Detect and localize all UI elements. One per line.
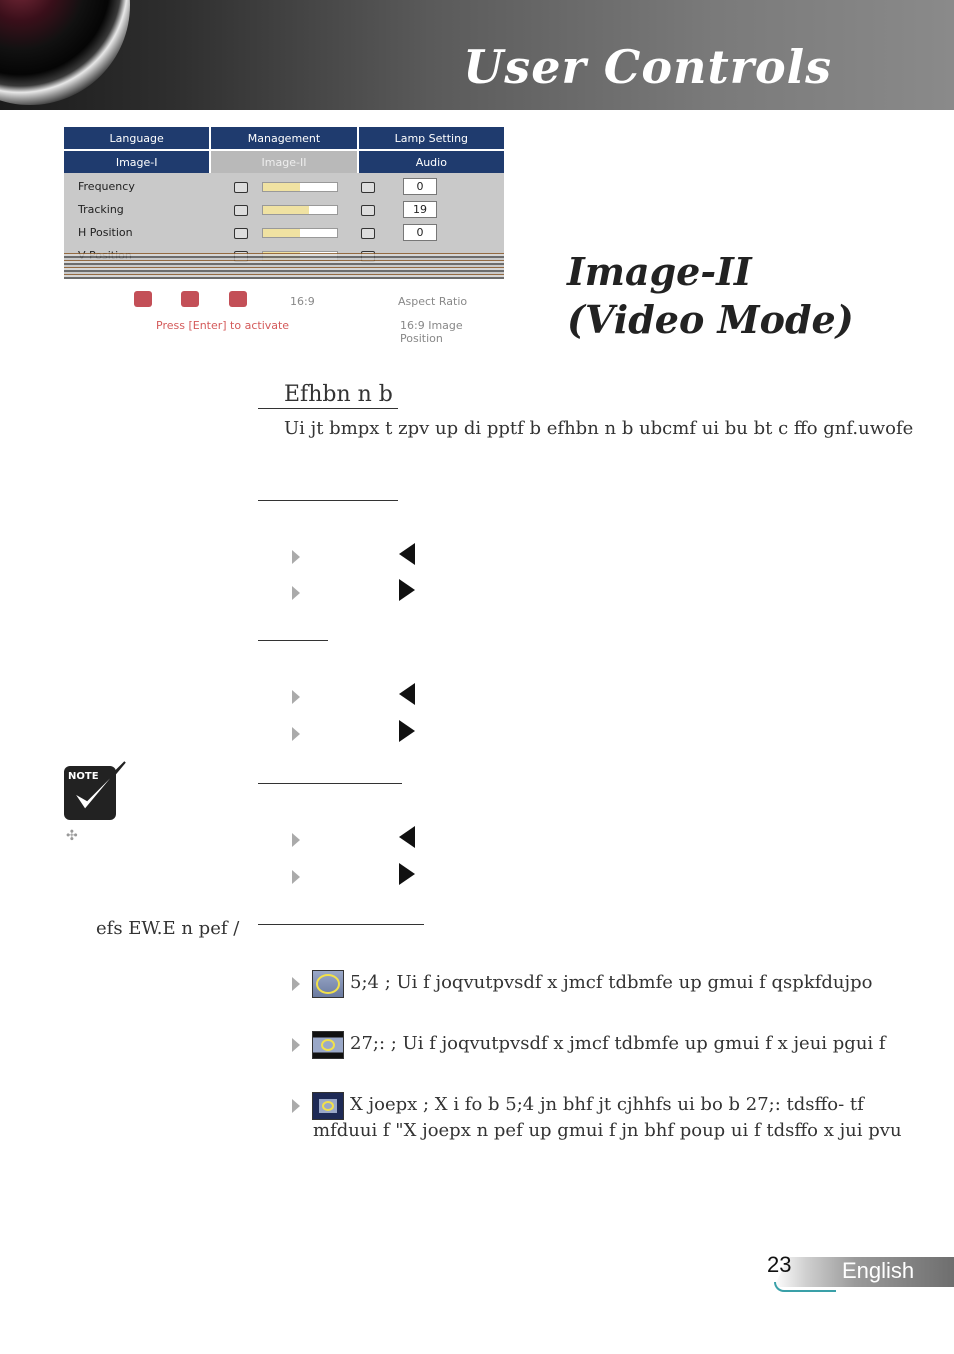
heading-underline (258, 408, 398, 409)
bullet-triangle-icon (292, 690, 300, 704)
osd-menu-screenshot (64, 127, 504, 345)
osd-slider[interactable] (262, 205, 338, 215)
bullet-triangle-icon (292, 1038, 300, 1052)
section-title-line-2: (Video Mode) (567, 297, 854, 342)
aspect-window-icon[interactable] (229, 291, 247, 307)
increase-icon[interactable] (361, 205, 375, 216)
arrow-right-icon (399, 579, 415, 601)
format-window-description-line-1: X joepx ; X i fo b 5;4 jn bhf jt cjhhfs ui bo b 27;: tdsffo- tf (350, 1094, 864, 1115)
heading-underline (258, 783, 402, 784)
increase-icon[interactable] (361, 182, 375, 193)
osd-aspect-label: Aspect Ratio (398, 295, 468, 308)
osd-aspect-option[interactable]: 16:9 (290, 295, 315, 308)
format-16-9-icon (312, 1031, 344, 1059)
arrow-right-icon (399, 863, 415, 885)
osd-row-tracking[interactable] (64, 200, 504, 220)
footer-language: English (842, 1258, 915, 1283)
osd-slider-fill (263, 183, 300, 191)
increase-icon[interactable] (361, 228, 375, 239)
osd-value: 19 (403, 201, 437, 218)
osd-image-position: 16:9 Image Position (400, 319, 463, 345)
side-note-text: efs EW.E n pef / (96, 918, 240, 939)
osd-tab-row-2 (64, 151, 504, 173)
osd-press-hint: Press [Enter] to activate (156, 319, 290, 332)
section-title-line-1: Image-II (567, 249, 752, 294)
svg-text:NOTE: NOTE (68, 771, 99, 782)
arrow-left-icon (399, 683, 415, 705)
heading-underline (258, 640, 328, 641)
bullet-triangle-icon (292, 833, 300, 847)
heading-underline (258, 500, 398, 501)
bullet-triangle-icon (292, 870, 300, 884)
footer-swoosh (774, 1282, 836, 1292)
bullet-triangle-icon (292, 977, 300, 991)
osd-settings-panel (64, 173, 504, 279)
osd-row-label: Frequency (78, 180, 135, 193)
osd-value: 0 (403, 224, 437, 241)
osd-slider-fill (263, 206, 309, 214)
format-window-description-line-2: mfduui f "X joepx n pef up gmui f jn bhf poup ui f tdsffo x jui pvu (313, 1120, 902, 1141)
aspect-16-9-icon[interactable] (181, 291, 199, 307)
osd-tab-image-1[interactable]: Image-I (64, 151, 211, 173)
osd-tab-row-1 (64, 127, 504, 149)
lens-photo (0, 0, 130, 105)
arrow-left-icon (399, 826, 415, 848)
note-checkmark-icon (63, 758, 129, 822)
arrow-left-icon (399, 543, 415, 565)
heading-degamma: Efhbn n b (284, 382, 393, 407)
bullet-triangle-icon (292, 727, 300, 741)
osd-row-h-position[interactable] (64, 223, 504, 243)
osd-row-frequency[interactable] (64, 177, 504, 197)
decrease-icon[interactable] (234, 228, 248, 239)
osd-tab-language[interactable]: Language (64, 127, 211, 149)
osd-slider[interactable] (262, 228, 338, 238)
arrow-right-icon (399, 720, 415, 742)
bullet-triangle-icon (292, 1099, 300, 1113)
osd-slider[interactable] (262, 182, 338, 192)
format-window-icon (312, 1092, 344, 1120)
osd-tab-image-2[interactable]: Image-II (211, 151, 358, 173)
osd-value: 0 (403, 178, 437, 195)
decrease-icon[interactable] (234, 182, 248, 193)
osd-slider-fill (263, 229, 300, 237)
format-16-9-description: 27;: ; Ui f joqvutpvsdf x jmcf tdbmfe up gmui f x jeui pgui f (350, 1033, 886, 1054)
degamma-description: Ui jt bmpx t zpv up di pptf b efhbn n b ubcmf ui bu bt c ffo gnf.uwofe (284, 418, 914, 439)
osd-row-label: H Position (78, 226, 133, 239)
format-4-3-description: 5;4 ; Ui f joqvutpvsdf x jmcf tdbmfe up gmui f qspkfdujpo (350, 972, 873, 993)
osd-aspect-options (64, 285, 504, 319)
aspect-4-3-icon[interactable] (134, 291, 152, 307)
decrease-icon[interactable] (234, 205, 248, 216)
bullet-triangle-icon (292, 550, 300, 564)
osd-glitch-band (64, 253, 504, 279)
osd-row-label: Tracking (78, 203, 124, 216)
bullet-triangle-icon (292, 586, 300, 600)
note-bullet-icon: ✣ (66, 828, 78, 844)
heading-underline (258, 924, 424, 925)
page-header (0, 0, 954, 110)
format-4-3-icon (312, 970, 344, 998)
page-number: 23 (767, 1252, 792, 1277)
osd-tab-audio[interactable]: Audio (359, 151, 504, 173)
osd-tab-lamp-setting[interactable]: Lamp Setting (359, 127, 504, 149)
section-title (567, 248, 854, 344)
osd-tab-management[interactable]: Management (211, 127, 358, 149)
header-title: User Controls (463, 40, 832, 94)
